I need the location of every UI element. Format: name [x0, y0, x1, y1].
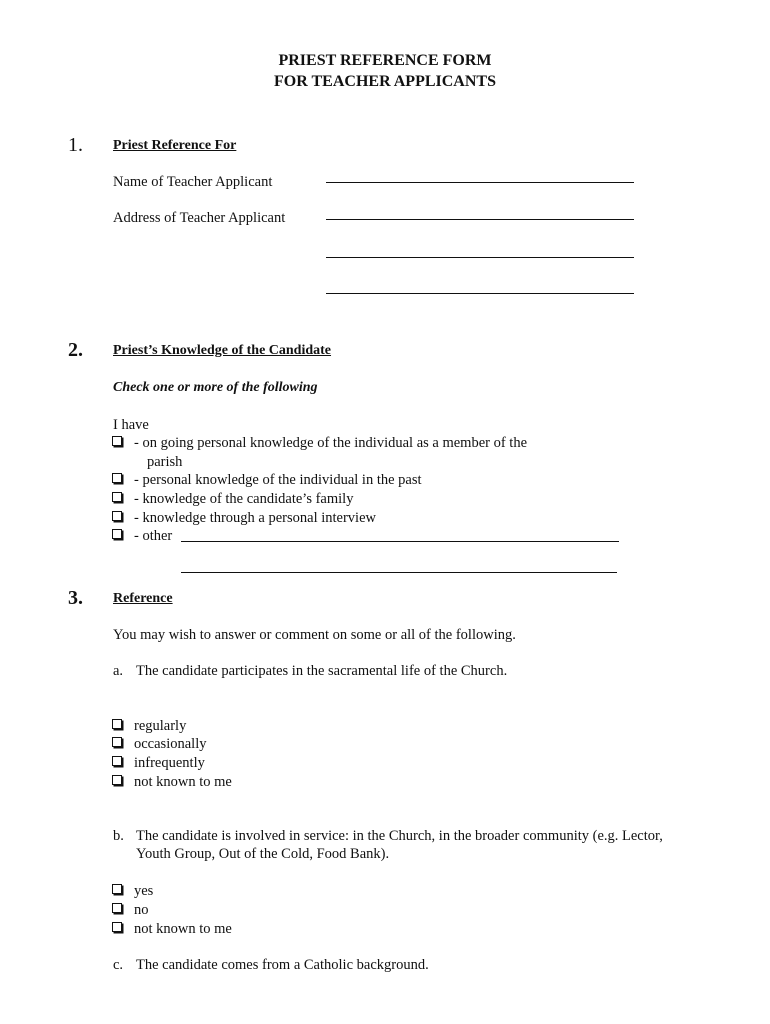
- participation-option-regularly[interactable]: [112, 717, 186, 735]
- checkbox-icon[interactable]: [112, 884, 122, 894]
- address-label: Address of Teacher Applicant: [113, 210, 286, 226]
- question-b-letter: b.: [113, 828, 124, 844]
- knowledge-option-other[interactable]: [112, 527, 172, 545]
- service-option-yes[interactable]: [112, 882, 153, 900]
- option-label: not known to me: [134, 774, 232, 790]
- participation-option-unknown[interactable]: [112, 773, 232, 791]
- section2-number: 2.: [68, 339, 83, 361]
- checkbox-icon[interactable]: [112, 737, 122, 747]
- option-label: - on going personal knowledge of the individual as a member of the: [134, 435, 528, 451]
- checkbox-icon[interactable]: [112, 492, 122, 502]
- option-label: no: [134, 902, 149, 918]
- section2-instruction: Check one or more of the following: [113, 380, 318, 395]
- name-label: Name of Teacher Applicant: [113, 174, 273, 190]
- knowledge-option-ongoing[interactable]: [112, 434, 527, 452]
- section1-number: 1.: [68, 134, 83, 156]
- checkbox-icon[interactable]: [112, 511, 122, 521]
- question-a-letter: a.: [113, 663, 124, 679]
- checkbox-icon[interactable]: [112, 922, 122, 932]
- option-label: - knowledge through a personal interview: [134, 510, 376, 526]
- address-field-line-2[interactable]: [326, 257, 634, 258]
- section3-number: 3.: [68, 587, 83, 609]
- option-label: occasionally: [134, 736, 207, 752]
- question-c-text: The candidate comes from a Catholic background.: [136, 957, 429, 973]
- option-label: yes: [134, 883, 154, 899]
- section3-intro: You may wish to answer or comment on some or all of the following.: [113, 627, 516, 643]
- checkbox-icon[interactable]: [112, 529, 122, 539]
- question-a-text: The candidate participates in the sacramental life of the Church.: [136, 663, 508, 679]
- checkbox-icon[interactable]: [112, 756, 122, 766]
- option-label: - other: [134, 528, 173, 544]
- section3-heading: Reference: [113, 591, 173, 606]
- form-title-line2: FOR TEACHER APPLICANTS: [274, 73, 496, 90]
- name-field-line[interactable]: [326, 182, 634, 183]
- other-field-line-2[interactable]: [181, 572, 617, 573]
- checkbox-icon[interactable]: [112, 903, 122, 913]
- address-field-line-1[interactable]: [326, 219, 634, 220]
- section1-heading: Priest Reference For: [113, 138, 237, 153]
- other-field-line-1[interactable]: [181, 541, 619, 542]
- section2-heading: Priest’s Knowledge of the Candidate: [113, 343, 332, 358]
- checkbox-icon[interactable]: [112, 436, 122, 446]
- participation-option-infrequently[interactable]: [112, 754, 205, 772]
- form-title-line1: PRIEST REFERENCE FORM: [278, 52, 492, 69]
- checkbox-icon[interactable]: [112, 719, 122, 729]
- address-field-line-3[interactable]: [326, 293, 634, 294]
- option-label-continuation: parish: [147, 454, 183, 470]
- option-label: infrequently: [134, 755, 205, 771]
- question-b-text-line1: The candidate is involved in service: in the Church, in the broader community (e.g. Lector,: [136, 828, 663, 844]
- question-c-letter: c.: [113, 957, 124, 973]
- checkbox-icon[interactable]: [112, 473, 122, 483]
- knowledge-option-past[interactable]: [112, 471, 422, 489]
- checkbox-icon[interactable]: [112, 775, 122, 785]
- service-option-no[interactable]: [112, 901, 149, 919]
- question-b-text-line2: Youth Group, Out of the Cold, Food Bank).: [136, 846, 390, 862]
- option-label: not known to me: [134, 921, 232, 937]
- participation-option-occasionally[interactable]: [112, 735, 206, 753]
- service-option-unknown[interactable]: [112, 920, 232, 938]
- knowledge-option-interview[interactable]: [112, 509, 376, 527]
- knowledge-option-family[interactable]: [112, 490, 353, 508]
- section2-intro: I have: [113, 417, 149, 433]
- option-label: regularly: [134, 718, 187, 734]
- option-label: - knowledge of the candidate’s family: [134, 491, 354, 507]
- option-label: - personal knowledge of the individual in the past: [134, 472, 422, 488]
